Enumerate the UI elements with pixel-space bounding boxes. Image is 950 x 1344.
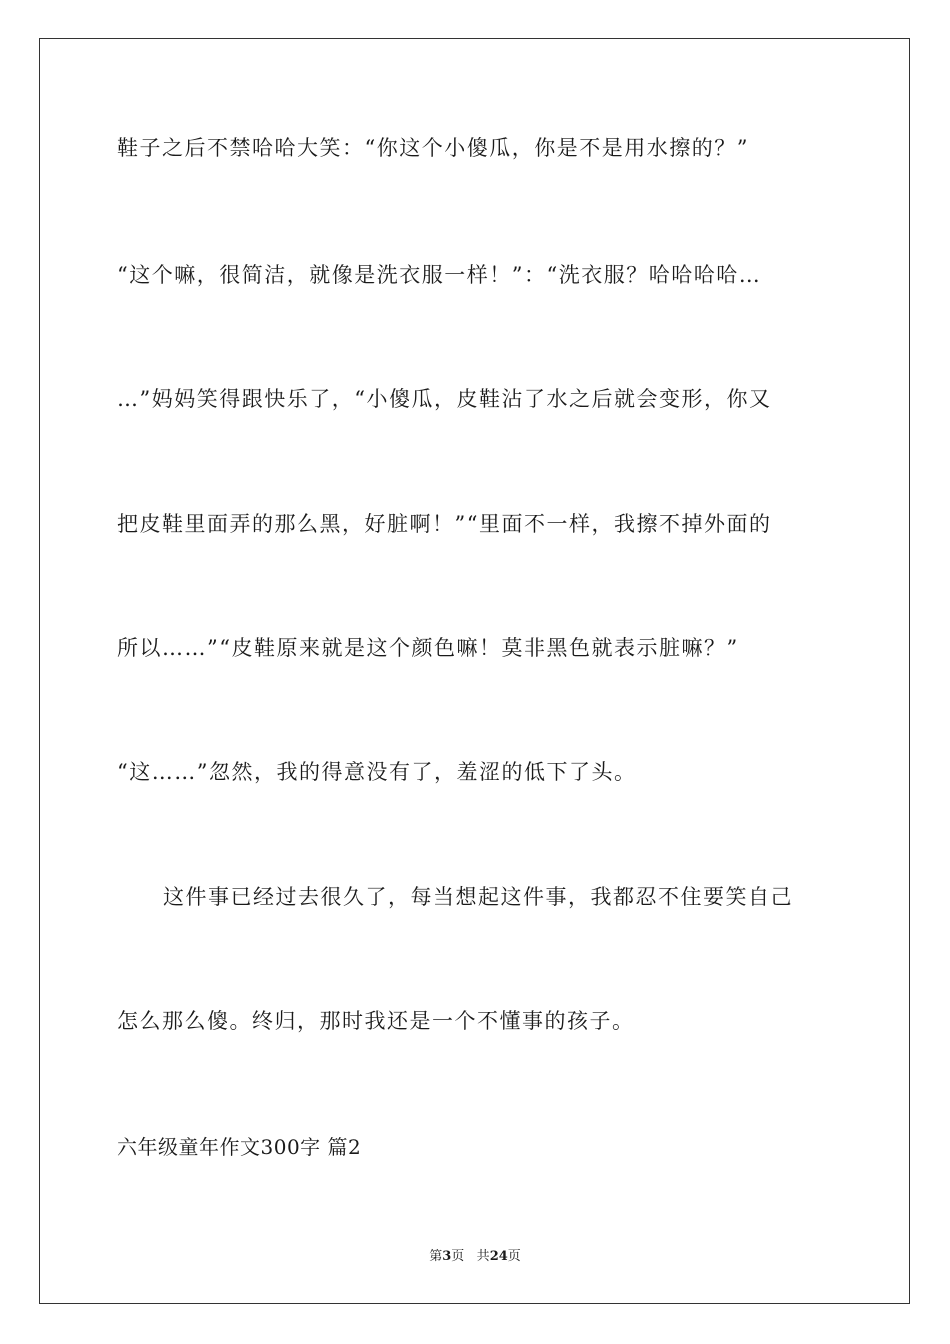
total-pages: 24: [489, 1249, 508, 1264]
page-border: [39, 38, 910, 1304]
body-line-5: 所以……”“皮鞋原来就是这个颜色嘛！莫非黑色就表示脏嘛？”: [117, 636, 739, 660]
body-line-8: 怎么那么傻。终归，那时我还是一个不懂事的孩子。: [117, 1009, 635, 1033]
body-line-4: 把皮鞋里面弄的那么黑，好脏啊！”“里面不一样，我擦不掉外面的: [117, 512, 772, 536]
body-line-3: …”妈妈笑得跟快乐了，“小傻瓜，皮鞋沾了水之后就会变形，你又: [117, 387, 772, 411]
total-suffix: 页: [507, 1249, 521, 1264]
page-footer: [0, 1248, 950, 1266]
total-prefix: 共: [476, 1249, 490, 1264]
page-number: 3: [442, 1249, 452, 1264]
body-line-1: 鞋子之后不禁哈哈大笑：“你这个小傻瓜，你是不是用水擦的？”: [117, 136, 749, 160]
body-line-7: 这件事已经过去很久了，每当想起这件事，我都忍不住要笑自己: [163, 885, 793, 909]
body-line-2: “这个嘛，很简洁，就像是洗衣服一样！”：“洗衣服？哈哈哈哈…: [117, 263, 762, 287]
section-heading: 六年级童年作文300字 篇2: [117, 1135, 362, 1159]
page-prefix: 第: [429, 1249, 443, 1264]
body-line-6: “这……”忽然，我的得意没有了，羞涩的低下了头。: [117, 760, 637, 784]
page-suffix: 页: [451, 1249, 465, 1264]
